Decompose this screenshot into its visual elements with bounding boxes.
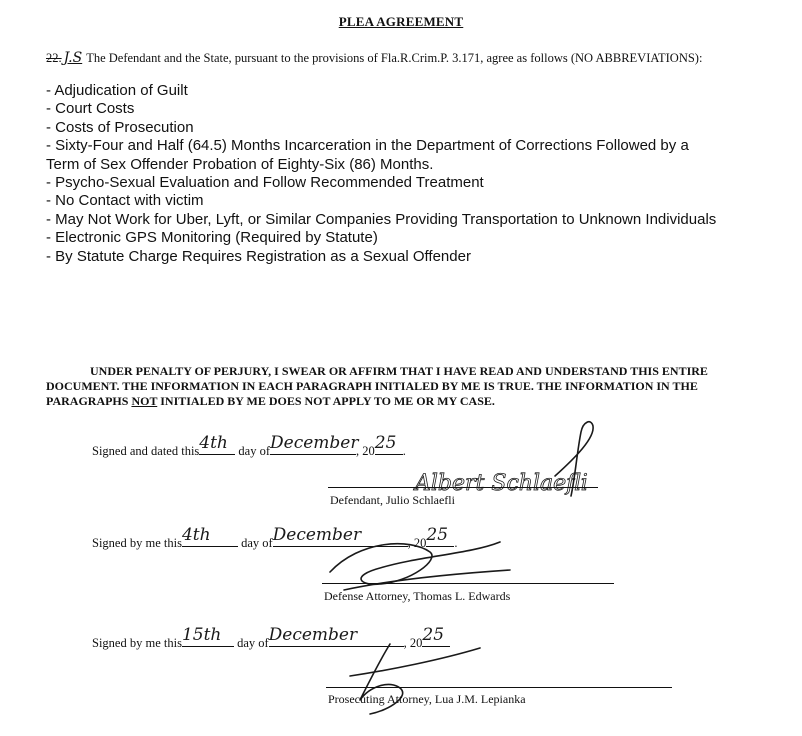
prosecutor-day-word: day of (237, 636, 269, 650)
list-item: - May Not Work for Uber, Lyft, or Similar Companies Providing Transportation to Unknown Individuals (46, 210, 717, 228)
perjury-statement (46, 364, 766, 409)
defendant-date-line: Signed and dated this 4th day of December , 20 25 . (92, 433, 406, 458)
defendant-caption: Defendant, Julio Schlaefli (330, 493, 455, 507)
document-title: PLEA AGREEMENT (338, 14, 464, 29)
plea-terms-list (46, 82, 786, 266)
defense-day-handwritten: 4th (181, 525, 211, 545)
defendant-signature-text: Albert Schlaefli (415, 471, 588, 496)
defense-caption: Defense Attorney, Thomas L. Edwards (324, 589, 511, 603)
perjury-text-1: UNDER PENALTY OF PERJURY, I SWEAR OR AFFIRM THAT I HAVE READ AND UNDERSTAND THIS ENTIRE DOCUMENT. THE INFORMATION IN EACH PARAGRAPH INITIALED BY ME IS TRUE. THE INFORMATION IN THE PARAGRAPHS (46, 364, 708, 408)
prosecutor-day-handwritten: 15th (181, 625, 222, 645)
list-item: - Costs of Prosecution (46, 118, 194, 136)
defendant-year-blank[interactable] (374, 433, 403, 455)
list-item: - By Statute Charge Requires Registration as a Sexual Offender (46, 247, 471, 265)
prosecutor-signature-line (326, 687, 672, 688)
prosecutor-date-line: Signed by me this 15th day of December , 20 25 (92, 632, 450, 651)
list-item: - Psycho-Sexual Evaluation and Follow Recommended Treatment (46, 174, 484, 192)
defendant-month-blank[interactable] (270, 433, 359, 455)
prosecutor-year-prefix: 20 (409, 636, 423, 650)
perjury-text-2: INITIALED BY ME DOES NOT APPLY TO ME OR MY CASE. (157, 394, 495, 408)
paragraph-number: 22. (46, 51, 62, 65)
prosecutor-signature (330, 640, 490, 720)
defendant-day-handwritten: 4th (199, 433, 228, 453)
defendant-lead: Signed and dated this (92, 444, 200, 458)
perjury-not: NOT (131, 394, 158, 408)
defense-day-blank[interactable] (181, 525, 238, 547)
defendant-year-handwritten: 25 (374, 433, 397, 453)
defense-year-handwritten: 25 (426, 525, 449, 545)
defendant-day-blank[interactable] (199, 433, 235, 455)
defendant-day-word: day of (238, 444, 270, 458)
defense-signature-line (322, 583, 614, 584)
paragraph-22-intro (46, 50, 702, 66)
defense-lead: Signed by me this (92, 536, 182, 550)
list-item: Term of Sex Offender Probation of Eighty-Six (86) Months. (46, 155, 434, 173)
list-item: - Court Costs (46, 100, 135, 118)
list-item: - Electronic GPS Monitoring (Required by Statute) (46, 229, 378, 247)
defendant-signature-line (328, 487, 598, 488)
list-item: - No Contact with victim (46, 192, 204, 210)
prosecutor-lead: Signed by me this (92, 636, 182, 650)
defense-date-line: Signed by me this 4th day of December , 20 25 . (92, 525, 458, 550)
prosecutor-year-handwritten: 25 (422, 625, 445, 645)
defendant-year-prefix: 20 (362, 444, 375, 458)
defendant-initials: J.S (63, 50, 83, 66)
prosecutor-day-blank[interactable] (181, 625, 234, 647)
list-item: - Adjudication of Guilt (46, 82, 188, 99)
defense-year-prefix: 20 (413, 536, 427, 550)
list-item: - Sixty-Four and Half (64.5) Months Incarceration in the Department of Corrections Followed by a (46, 137, 689, 155)
defendant-month-handwritten: December (270, 433, 359, 453)
defense-month-handwritten: December (272, 525, 362, 545)
intro-text: The Defendant and the State, pursuant to the provisions of Fla.R.Crim.P. 3.171, agree as follows (NO ABBREVIATIONS): (86, 51, 703, 65)
prosecutor-month-handwritten: December (268, 625, 358, 645)
defense-day-word: day of (241, 536, 273, 550)
prosecutor-caption: Prosecuting Attorney, Lua J.M. Lepianka (328, 692, 526, 706)
